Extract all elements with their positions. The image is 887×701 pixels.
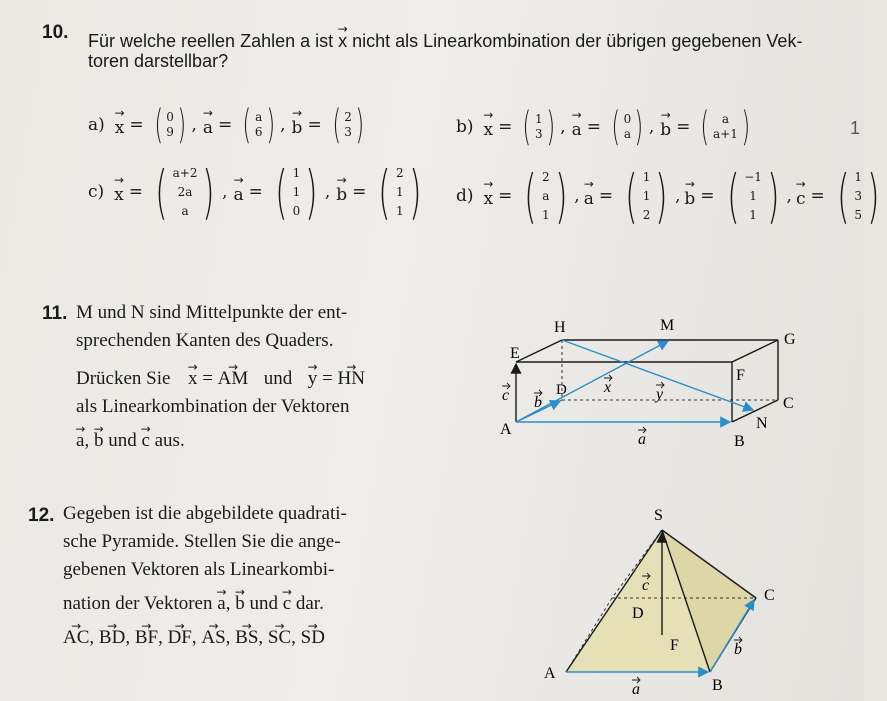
vector-SD: → SD [301, 618, 325, 652]
pyramid-figure [536, 500, 796, 698]
column-vector: ( 2 3 ) [332, 102, 365, 148]
vector-AM: → AM [218, 359, 249, 393]
label-B: B [712, 677, 723, 694]
vector-BD: → BD [99, 618, 125, 652]
exercise-12-number: 12. [28, 505, 55, 526]
vector-list: → AC, → BD, → BF, → DF, → AS, → BS, → SC, → SD [63, 618, 347, 652]
label-H: H [554, 319, 566, 336]
column-vector: ( 0 9 ) [154, 102, 186, 148]
edge [732, 340, 778, 362]
question-line-1: Für welche reellen Zahlen a ist → x nicht als Linearkombination der übrigen gegebenen Vek- [88, 31, 802, 51]
column-vector: ( a a+1 ) [700, 104, 750, 150]
column-vector: ( 2 1 1 ) [378, 158, 422, 226]
vector-BF: → BF [135, 618, 158, 652]
column-vector: ( 1 1 0 ) [275, 158, 318, 226]
label-vec-a: a [632, 681, 640, 698]
exercise-10-question [88, 24, 802, 52]
margin-mark: 1 [850, 118, 861, 138]
label-F: F [670, 637, 679, 654]
column-vector: ( 1 3 5 ) [836, 162, 880, 230]
question-line-2: toren darstellbar? [88, 51, 229, 71]
vector-DF: → DF [168, 618, 192, 652]
part-label: c) [88, 182, 105, 202]
edge [732, 400, 778, 422]
label-vec-y: y [656, 386, 664, 403]
part-label: d) [456, 186, 474, 206]
column-vector: ( 1 3 ) [522, 104, 555, 150]
vector-AC: → AC [63, 618, 89, 652]
part-label: a) [88, 115, 105, 135]
label-vec-b: b [734, 641, 742, 658]
label-B: B [734, 433, 745, 450]
vector-BS: → BS [235, 618, 258, 652]
column-vector: ( 1 1 2 ) [625, 162, 668, 230]
edge [516, 340, 562, 362]
part-label: b) [456, 117, 474, 137]
column-vector: ( a+2 2a a ) [155, 158, 216, 226]
label-vec-b: b [534, 394, 542, 411]
label-D: D [556, 382, 567, 398]
label-D: D [632, 605, 644, 622]
vector-HN: → HN [338, 359, 365, 393]
column-vector: ( −1 1 1 ) [726, 162, 780, 230]
exercise-11-number: 11. [42, 303, 68, 324]
ex10-part-d: d) → x = ( 2 a 1 ) , → a = ( 1 1 2 ) , → b = ( −1 1 1 ) , → c = ( 1 3 5 ) [456, 164, 887, 228]
vector-SC: → SC [268, 618, 291, 652]
label-S: S [654, 507, 663, 524]
label-vec-x: x [604, 379, 612, 396]
ex10-part-c: c) → x = ( a+2 2a a ) , → a = ( 1 1 0 ) , → b = ( 2 1 1 ) [88, 160, 428, 224]
label-vec-c: c [502, 387, 510, 404]
label-A: A [544, 665, 556, 682]
vector-a-symbol: → a [203, 112, 213, 138]
label-C: C [783, 395, 794, 412]
label-G: G [784, 331, 796, 348]
label-N: N [756, 415, 768, 432]
label-E: E [510, 345, 520, 362]
column-vector: ( 2 a 1 ) [524, 162, 568, 230]
label-A: A [500, 421, 512, 438]
label-vec-c: c [642, 577, 650, 594]
ex10-part-b: b) → x = ( 1 3 ) , → a = ( 0 a ) , → b = ( a a+1 ) [456, 105, 755, 149]
column-vector: ( 0 a ) [611, 104, 644, 150]
cuboid-figure [496, 312, 816, 462]
exercise-11-text: M und N sind Mittelpunkte der ent- sprechenden Kanten des Quaders. Drücken Sie → x = → AM und → y = → HN als Linearkombination der Vektoren → a, → b und → c aus. [76, 299, 365, 455]
label-vec-a: a [638, 431, 646, 448]
exercise-10-number: 10. [42, 22, 69, 43]
column-vector: ( a 6 ) [242, 102, 275, 148]
label-C: C [764, 587, 775, 604]
ex10-part-a: a) → x = ( 0 9 ) , → a = ( a 6 ) , → b = ( 2 3 ) [88, 103, 370, 147]
vector-b-symbol: → b [292, 112, 303, 138]
vector-AS: → AS [201, 618, 225, 652]
vector-x-symbol: → x [115, 112, 125, 138]
exercise-12-text: Gegeben ist die abgebildete quadrati- sche Pyramide. Stellen Sie die ange- gebenen Vektoren als Linearkombi- nation der Vektoren → a, → b und → c dar. → AC, → BD, → BF, → DF, → AS, → BS, → SC, → SD [63, 500, 347, 652]
label-M: M [660, 317, 675, 334]
label-F: F [736, 367, 745, 384]
